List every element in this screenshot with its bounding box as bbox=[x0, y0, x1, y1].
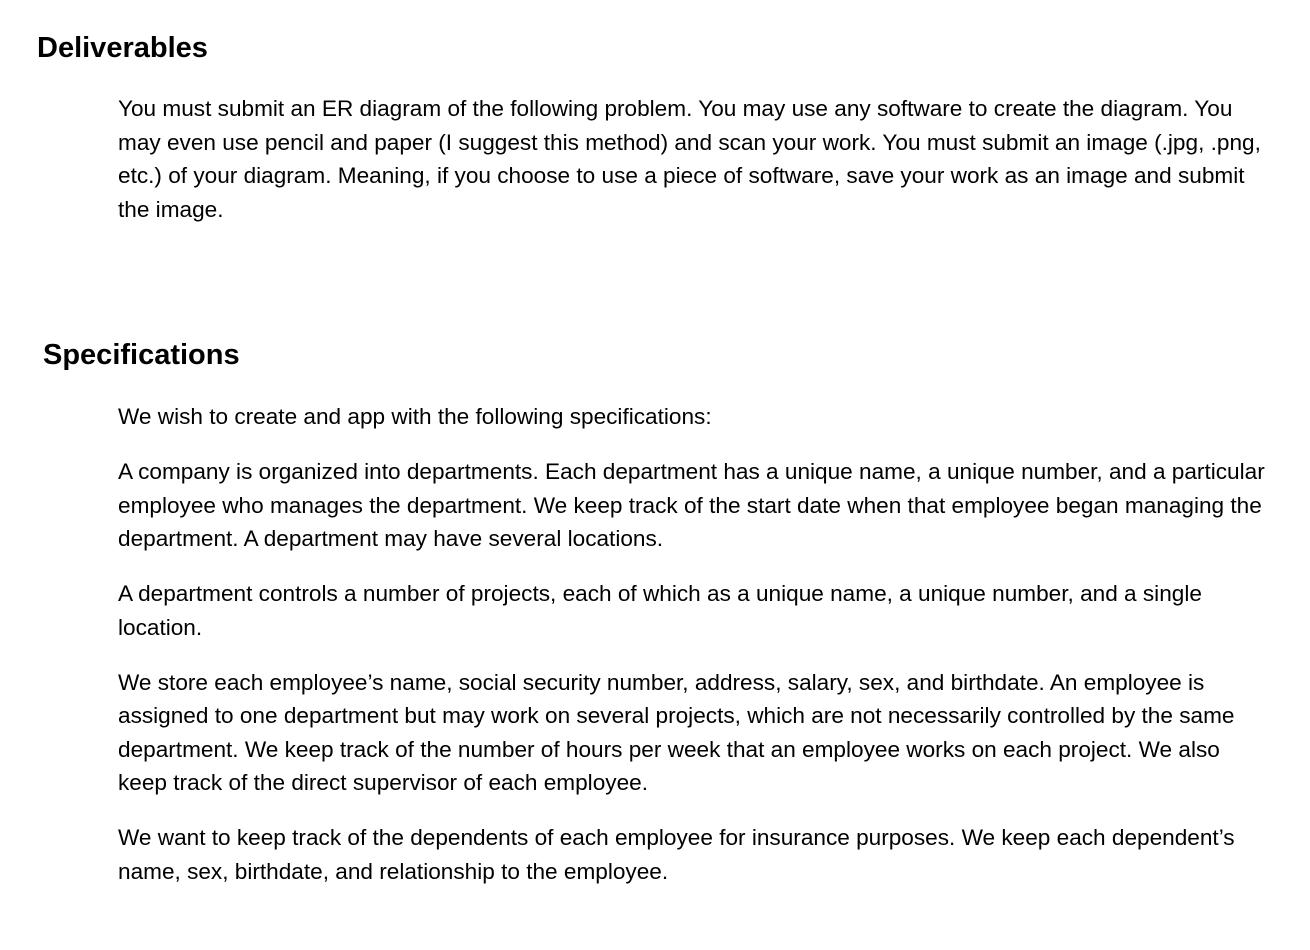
specifications-heading: Specifications bbox=[43, 339, 240, 371]
specifications-paragraph-dependents: We want to keep track of the dependents of each employee for insurance purposes. We keep each dependent’s name, sex, birthdate, and relationship to the employee. bbox=[118, 825, 1235, 884]
deliverables-paragraph: You must submit an ER diagram of the following problem. You may use any software to create the diagram. You may even use pencil and paper (I suggest this method) and scan your work. You must submit an image (.jpg, .png, etc.) of your diagram. Meaning, if you choose to use a piece of software, save your work as an image and submit the image. bbox=[118, 96, 1261, 222]
deliverables-heading: Deliverables bbox=[37, 32, 208, 64]
specifications-paragraph-departments: A company is organized into departments. Each department has a unique name, a unique number, and a particular employee who manages the department. We keep track of the start date when that employee began managing the department. A department may have several locations. bbox=[118, 459, 1265, 551]
specifications-intro: We wish to create and app with the following specifications: bbox=[118, 404, 712, 429]
specifications-paragraph-employees: We store each employee’s name, social security number, address, salary, sex, and birthdate. An employee is assigned to one department but may work on several projects, which are not necessarily controlled by the same department. We keep track of the number of hours per week that an employee works on each project. We also keep track of the direct supervisor of each employee. bbox=[118, 669, 1235, 795]
specifications-body bbox=[118, 400, 1268, 888]
deliverables-body bbox=[118, 92, 1268, 226]
specifications-paragraph-projects: A department controls a number of projects, each of which as a unique name, a unique number, and a single location. bbox=[118, 581, 1202, 640]
